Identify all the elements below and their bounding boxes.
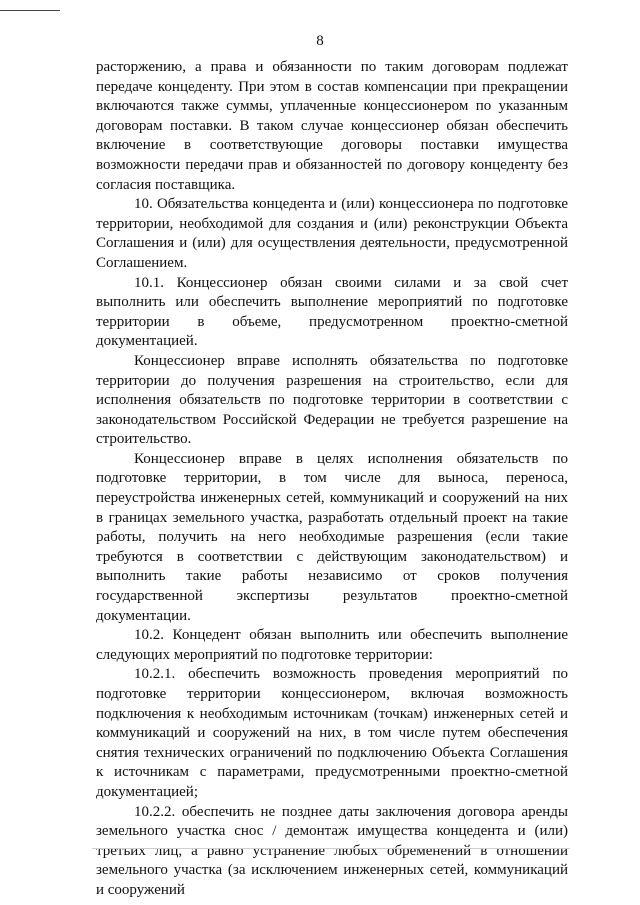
paragraph-section-10-2-2: 10.2.2. обеспечить не позднее даты заключения договора аренды земельного участка снос / демонтаж имущества концедента и (или) третьих лиц, а равно устранение любых обременений в отношении земельного участка (за исключением инженерных сетей, коммуникаций и сооружений <box>96 803 568 898</box>
paragraph-section-10-2: 10.2. Концедент обязан выполнить или обеспечить выполнение следующих мероприятий по подготовке территории: <box>96 627 568 663</box>
corner-mark <box>0 0 60 11</box>
paragraph-section-10-1: 10.1. Концессионер обязан своими силами и за свой счет выполнить или обеспечить выполнение мероприятий по подготовке территории в объеме, предусмотренном проектно-сметной документацией. <box>96 274 568 350</box>
document-body <box>96 58 568 901</box>
page-bottom-rule <box>92 848 570 849</box>
paragraph-continuation: расторжению, а права и обязанности по таким договорам подлежат передаче концеденту. При этом в состав компенсации при прекращении включаются также суммы, уплаченные концессионером по указанным договорам поставки. В таком случае концессионер обязан обеспечить включение в соответствующие договоры поставки имущества возможности передачи прав и обязанностей по договору концеденту без согласия поставщика. <box>96 59 568 193</box>
paragraph-section-10: 10. Обязательства концедента и (или) концессионера по подготовке территории, необходимой для создания и (или) реконструкции Объекта Соглашения и (или) для осуществления деятельности, предусмотренной Соглашением. <box>96 196 568 271</box>
paragraph-separate-project: Концессионер вправе в целях исполнения обязательств по подготовке территории, в том числе для выноса, переноса, переустройства инженерных сетей, коммуникаций и сооружений на них в границах земельного участка, разработать отдельный проект на такие работы, получить на него необходимые разрешения (если такие требуются в соответствии с действующим законодательством) и выполнить такие работы независимо от сроков получения государственной экспертизы результатов проектно-сметной документации. <box>96 450 568 624</box>
paragraph-preparation-before-permit: Концессионер вправе исполнять обязательства по подготовке территории до получения разрешения на строительство, если для исполнения обязательств по подготовке территории в соответствии с законодательством Российской Федерации не требуется разрешение на строительство. <box>96 352 568 448</box>
page-number: 8 <box>316 33 324 49</box>
paragraph-section-10-2-1: 10.2.1. обеспечить возможность проведения мероприятий по подготовке территории концессионером, включая возможность подключения к необходимым источникам (точкам) инженерных сетей и коммуникаций и сооружений на них, в том числе путем обеспечения снятия технических ограничений по подключению Объекта Соглашения к источникам с параметрами, предусмотренными проектно-сметной документацией; <box>96 666 568 800</box>
